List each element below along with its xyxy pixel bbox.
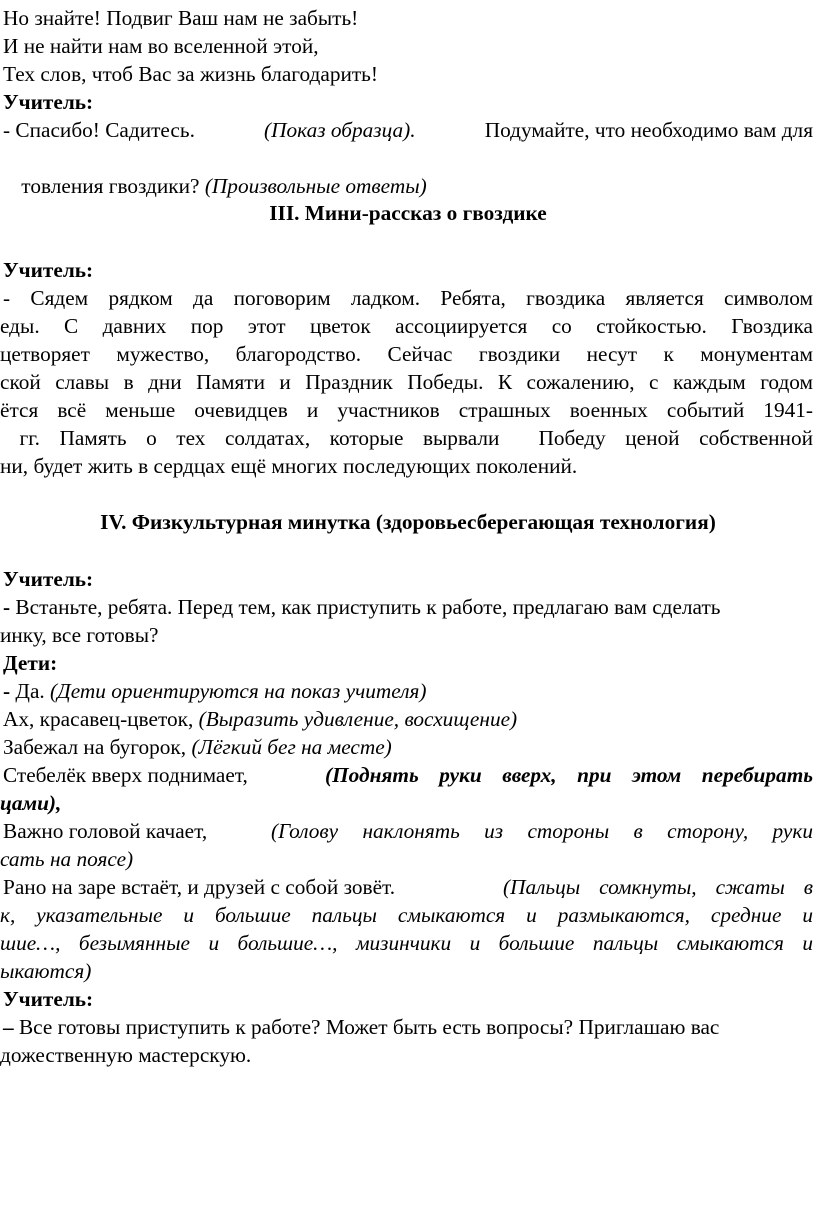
text-run: - Спасибо! Садитесь. [3,118,195,142]
stage-direction: (Дети ориентируются на показ учителя) [50,679,427,703]
stage-direction: (Лёгкий бег на месте) [191,735,392,759]
paragraph-line: ни, будет жить в сердцах ещё многих последующих поколений. [0,454,578,478]
paragraph-line: сать на поясе) [0,847,134,871]
paragraph-line [3,873,813,901]
speaker-teacher-4: Учитель: [3,987,94,1011]
text-run: Рано на заре встаёт, и друзей с собой зовёт. [3,875,396,899]
paragraph-line [0,929,813,957]
paragraph-line: цами), [0,791,62,815]
paragraph-line [3,677,427,705]
speaker-children: Дети: [3,651,58,675]
section-heading-4: IV. Физкультурная минутка (здоровьесберегающая технология) [100,510,716,534]
dash: – [3,1015,14,1039]
stage-direction: (Голову наклонять из стороны в сторону, руки [271,819,813,843]
text-run: Забежал на бугорок, [3,735,192,759]
speaker-teacher-2: Учитель: [3,258,94,282]
paragraph-line [3,284,813,312]
paragraph-line [0,368,813,396]
stage-direction: (Произвольные ответы) [204,174,427,198]
paragraph-line [0,312,813,340]
text-run: товления гвоздики? [21,174,200,198]
stage-direction: (Пальцы сомкнуты, сжаты в [503,875,813,899]
paragraph-line [3,705,517,733]
paragraph-line [3,733,392,761]
paragraph-line [0,396,813,424]
dash: - [3,679,11,703]
text-run: гг. Память о тех солдатах, которые вырвали Победу ценой собственной [0,426,813,450]
speaker-teacher-1: Учитель: [3,90,94,114]
paragraph-line [0,144,427,198]
stage-direction: (Выразить удивление, восхищение) [198,707,518,731]
text-run: Все готовы приступить к работе? Может быть есть вопросы? Приглашаю вас [13,1015,720,1039]
paragraph-line: дожественную мастерскую. [0,1043,252,1067]
text-run: Встаньте, ребята. Перед тем, как приступить к работе, предлагаю вам сделать [10,595,721,619]
text-run: еды. С давних пор этот цветок ассоциируется со стойкостью. Гвоздика [0,314,813,338]
text-run: Ах, красавец-цветок, [3,707,199,731]
text-run: Важно головой качает, [3,819,208,843]
stage-direction: шие…, безымянные и большие…, мизинчики и большие пальцы смыкаются и [0,931,813,955]
paragraph-line [3,1013,719,1041]
paragraph-line [0,901,813,929]
stage-direction: к, указательные и большие пальцы смыкаются и размыкаются, средние и [0,903,813,927]
text-run: ской славы в дни Памяти и Праздник Победы. К сожалению, с каждым годом [0,370,813,394]
poem-line-3: Тех слов, чтоб Вас за жизнь благодарить! [3,62,378,86]
text-run: ётся всё меньше очевидцев и участников страшных военных событий 1941- [0,398,813,422]
paragraph-line: ыкаются) [0,959,92,983]
paragraph-line [3,593,720,621]
poem-line-1: Но знайте! Подвиг Ваш нам не забыть! [3,6,359,30]
paragraph-line [3,116,813,144]
paragraph-line [3,817,813,845]
stage-direction: (Показ образца). [264,118,416,142]
paragraph-line: инку, все готовы? [0,623,159,647]
paragraph-line [3,761,813,789]
text-run: Стебелёк вверх поднимает, [3,763,248,787]
paragraph-line [0,424,813,452]
text-run: цетворяет мужество, благородство. Сейчас гвоздики несут к монументам [0,342,813,366]
paragraph-line [0,340,813,368]
speaker-teacher-3: Учитель: [3,567,94,591]
text-run: - Сядем рядком да поговорим ладком. Ребята, гвоздика является символом [3,286,813,310]
stage-direction: (Поднять руки вверх, при этом перебирать [325,763,813,787]
text-run: Да. [10,679,51,703]
text-run: Подумайте, что необходимо вам для [484,118,813,142]
dash: - [3,595,11,619]
section-heading-3: III. Мини-рассказ о гвоздике [269,201,547,225]
poem-line-2: И не найти нам во вселенной этой, [3,34,319,58]
